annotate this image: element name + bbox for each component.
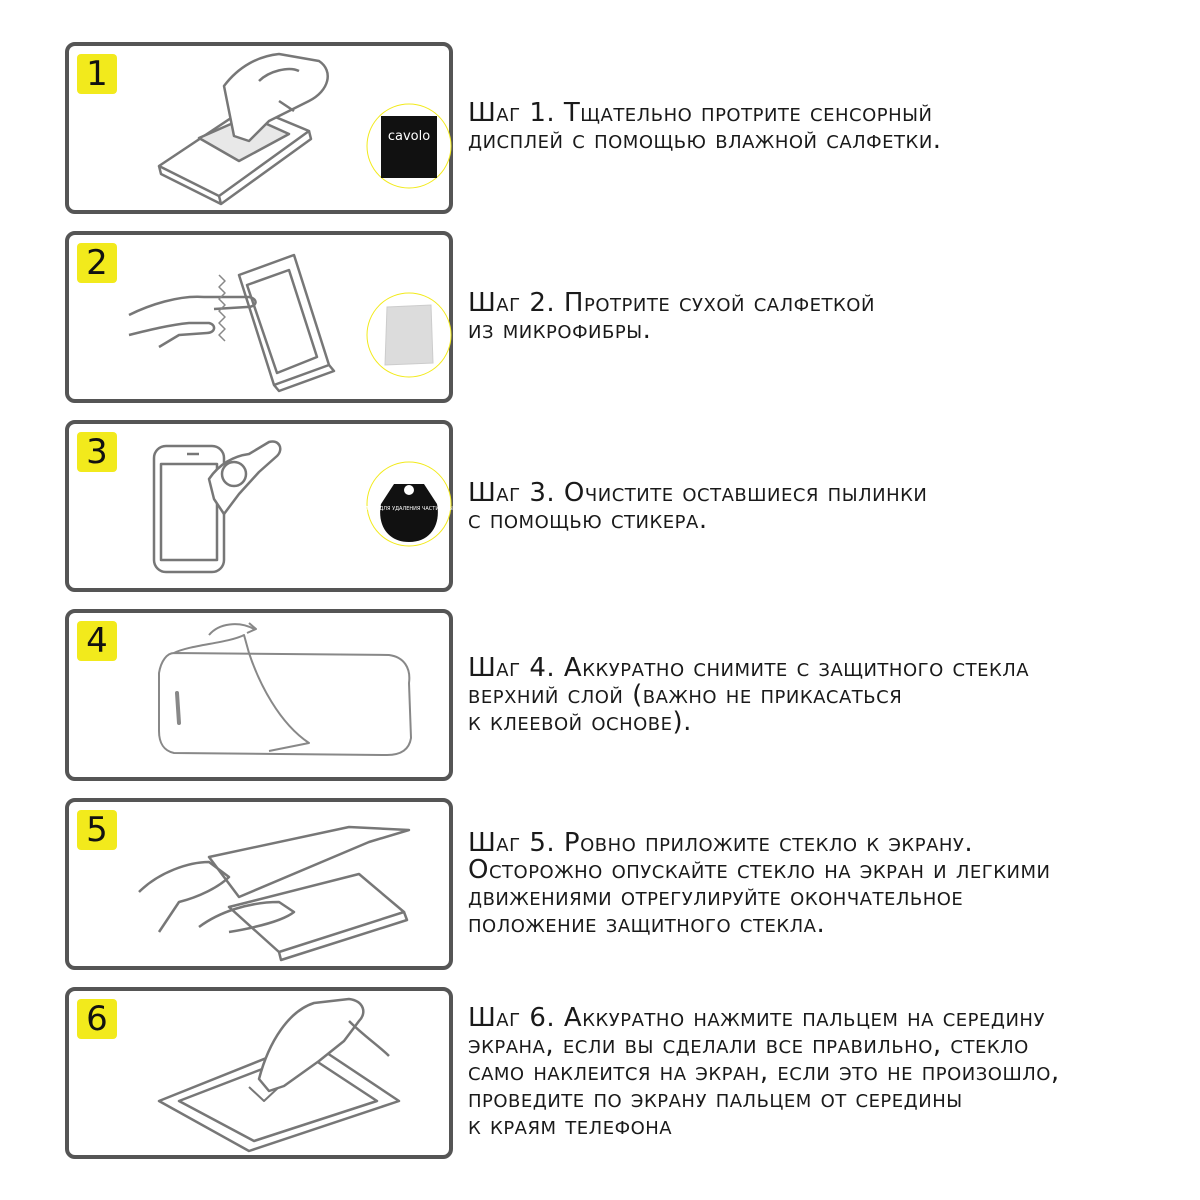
step-6-line-3: само наклеится на экран, если это не произошло, [468,1057,1060,1087]
step-6-badge: 6 [77,999,117,1039]
step-4-line-3: к клеевой основе). [468,707,692,737]
step-3 [0,420,1200,610]
dust-sticker [358,462,461,546]
step-6-line-4: проведите по экрану пальцем от середины [468,1084,963,1114]
step-1 [0,42,1200,232]
step-2-card [65,231,453,403]
step-5-badge: 5 [77,810,117,850]
step-1-text [468,100,1188,154]
step-5 [0,798,1200,988]
apply-glass-icon [119,802,449,966]
press-finger-icon [119,991,449,1155]
step-5-line-1: Шаг 5. Ровно приложите стекло к экрану. [468,828,974,858]
step-3-line-1: Шаг 3. Очистите оставшиеся пылинки [468,478,928,508]
step-5-line-4: положение защитного стекла. [468,909,826,939]
step-3-line-2: с помощью стикера. [468,505,708,535]
dust-sticker-icon [119,424,461,588]
step-5-line-3: движениями отрегулируйте окончательное [468,882,964,912]
step-4-text [468,655,1188,736]
step-3-badge: 3 [77,432,117,472]
step-2-text [468,290,1188,344]
step-4-card [65,609,453,781]
cavolo-logo: cavolo [387,129,431,144]
microfiber-cloth-icon [119,235,449,399]
step-5-text [468,830,1188,938]
step-1-badge: 1 [77,54,117,94]
step-2-line-1: Шаг 2. Протрите сухой салфеткой [468,288,875,318]
step-2-line-2: из микрофибры. [468,315,652,345]
peel-film-icon [119,613,449,777]
step-6-line-5: к краям телефона [468,1111,673,1141]
wet-wipe-icon [119,46,449,210]
step-1-line-2: дисплей с помощью влажной салфетки. [468,125,942,155]
step-6-text [468,1005,1188,1140]
step-1-line-1: Шаг 1. Тщательно протрите сенсорный [468,98,933,128]
step-3-card [65,420,461,592]
step-2 [0,231,1200,421]
step-6-card [65,987,453,1159]
step-5-card [65,798,453,970]
microfiber-cloth-packet [367,293,451,377]
sticker-label: СТИКЕР ДЛЯ УДАЛЕНИЯ ЧАСТИЦ ПЫЛИ [357,506,461,512]
cavolo-wipe-packet [367,104,451,188]
step-6-line-1: Шаг 6. Аккуратно нажмите пальцем на середину [468,1003,1045,1033]
step-1-card [65,42,453,214]
step-6 [0,987,1200,1177]
step-6-line-2: экрана, если вы сделали все правильно, стекло [468,1030,1029,1060]
step-2-badge: 2 [77,243,117,283]
step-5-line-2: Осторожно опускайте стекло на экран и легкими [468,855,1051,885]
step-4 [0,609,1200,799]
step-4-line-1: Шаг 4. Аккуратно снимите с защитного стекла [468,653,1030,683]
step-4-line-2: верхний слой (важно не прикасаться [468,680,903,710]
step-4-badge: 4 [77,621,117,661]
step-3-text [468,480,1188,534]
